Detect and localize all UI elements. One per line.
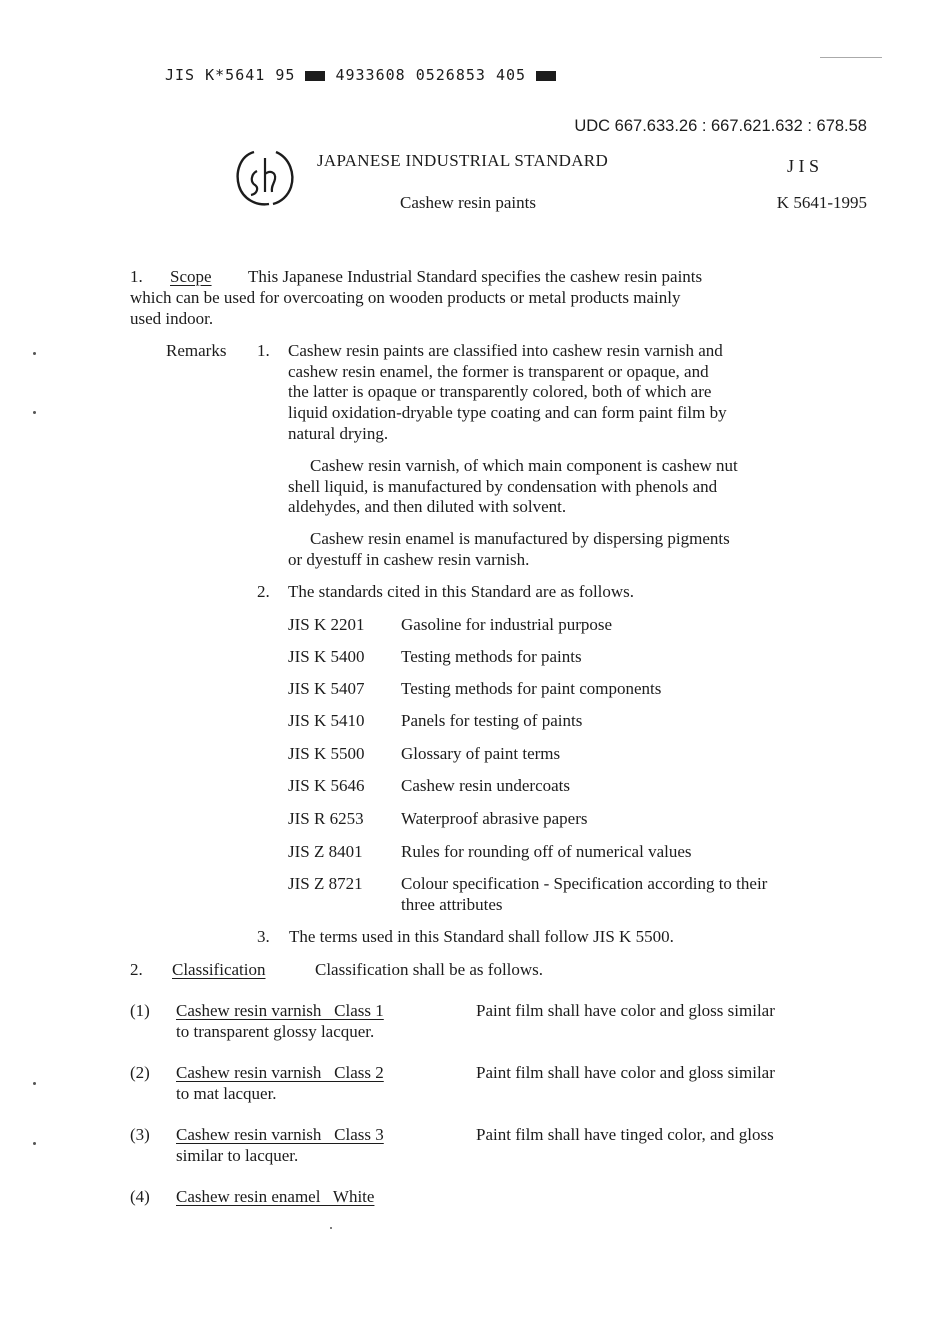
class-number: (1) [130, 1001, 150, 1020]
section2-number: 2. [130, 960, 143, 979]
header-code [165, 66, 556, 84]
cited-code: JIS K 5410 [288, 711, 365, 730]
class-name: Cashew resin varnish Class 2 [176, 1063, 384, 1082]
text-line: or dyestuff in cashew resin varnish. [288, 549, 530, 569]
doc-number: K 5641-1995 [776, 193, 867, 212]
class-description-continued: to mat lacquer. [176, 1084, 277, 1103]
cited-title: Panels for testing of paints [401, 711, 583, 730]
remark-2-text: The standards cited in this Standard are as follows. [288, 582, 635, 601]
jis-label: J I S [787, 156, 820, 176]
class-description: Paint film shall have color and gloss similar [476, 1063, 775, 1082]
section1-number: 1. [130, 267, 143, 286]
scan-speck [33, 411, 36, 414]
class-description-continued: similar to lacquer. [176, 1146, 299, 1165]
class-name: Cashew resin varnish Class 3 [176, 1125, 384, 1144]
text-line: liquid oxidation-dryable type coating and can form paint film by [288, 403, 727, 423]
section2-text: Classification shall be as follows. [315, 960, 544, 979]
remark-1-paragraph-3 [288, 529, 730, 570]
text-line: cashew resin enamel, the former is transparent or opaque, and [288, 361, 709, 381]
cited-code: JIS K 2201 [288, 615, 365, 634]
section1-line1: This Japanese Industrial Standard specifies the cashew resin paints [248, 267, 703, 286]
cited-code: JIS K 5646 [288, 776, 365, 795]
barcode-block-icon [536, 71, 556, 81]
class-name: Cashew resin varnish Class 1 [176, 1001, 384, 1020]
section2-heading: Classification [172, 960, 266, 979]
class-number: (2) [130, 1063, 150, 1082]
cited-code: JIS Z 8721 [288, 874, 363, 893]
text-line: shell liquid, is manufactured by condensation with phenols and [288, 476, 718, 496]
header-code-part1: JIS K*5641 95 [165, 66, 296, 84]
barcode-block-icon [305, 71, 325, 81]
cited-title: Rules for rounding off of numerical values [401, 842, 692, 861]
text-line: aldehydes, and then diluted with solvent. [288, 497, 567, 517]
text-line: Cashew resin varnish, of which main component is cashew nut [310, 456, 738, 475]
cited-code: JIS R 6253 [288, 809, 364, 828]
scan-mark [820, 57, 882, 58]
remark-1-paragraph-2 [288, 456, 738, 518]
class-description: Paint film shall have color and gloss similar [476, 1001, 775, 1020]
scan-speck [330, 1227, 332, 1229]
class-number: (3) [130, 1125, 150, 1144]
org-title: JAPANESE INDUSTRIAL STANDARD [317, 151, 609, 170]
doc-title: Cashew resin paints [400, 193, 536, 212]
cited-title: Cashew resin undercoats [401, 776, 571, 795]
udc-code: UDC 667.633.26 : 667.621.632 : 678.58 [574, 117, 867, 135]
remark-3-text: The terms used in this Standard shall follow JIS K 5500. [289, 927, 674, 946]
remark-1-number: 1. [257, 341, 270, 360]
remark-2-number: 2. [257, 582, 270, 601]
cited-code: JIS Z 8401 [288, 842, 363, 861]
cited-title: Waterproof abrasive papers [401, 809, 588, 828]
scan-speck [33, 1082, 36, 1085]
scan-speck [33, 352, 36, 355]
cited-code: JIS K 5407 [288, 679, 365, 698]
cited-title: Colour specification - Specification according to their [401, 874, 768, 893]
class-name: Cashew resin enamel White [176, 1187, 375, 1206]
remark-1-text [288, 341, 727, 445]
cited-title-continued: three attributes [401, 895, 503, 914]
class-description: Paint film shall have tinged color, and gloss [476, 1125, 774, 1144]
text-line: the latter is opaque or transparently colored, both of which are [288, 382, 712, 402]
section1-line2: which can be used for overcoating on wooden products or metal products mainly [130, 288, 681, 307]
text-line: natural drying. [288, 423, 389, 443]
cited-title: Testing methods for paint components [401, 679, 662, 698]
cited-title: Gasoline for industrial purpose [401, 615, 613, 634]
text-line: Cashew resin paints are classified into cashew resin varnish and [288, 341, 723, 360]
cited-title: Testing methods for paints [401, 647, 582, 666]
scan-speck [33, 1142, 36, 1145]
section1-line3: used indoor. [130, 309, 214, 328]
section1-heading: Scope [170, 267, 212, 286]
remark-3-number: 3. [257, 927, 270, 946]
text-line: Cashew resin enamel is manufactured by dispersing pigments [310, 529, 730, 548]
remarks-label: Remarks [166, 341, 227, 360]
jis-logo-icon [232, 145, 298, 211]
class-description-continued: to transparent glossy lacquer. [176, 1022, 375, 1041]
class-number: (4) [130, 1187, 150, 1206]
header-code-part2: 4933608 0526853 405 [335, 66, 527, 84]
cited-title: Glossary of paint terms [401, 744, 561, 763]
cited-code: JIS K 5400 [288, 647, 365, 666]
cited-code: JIS K 5500 [288, 744, 365, 763]
